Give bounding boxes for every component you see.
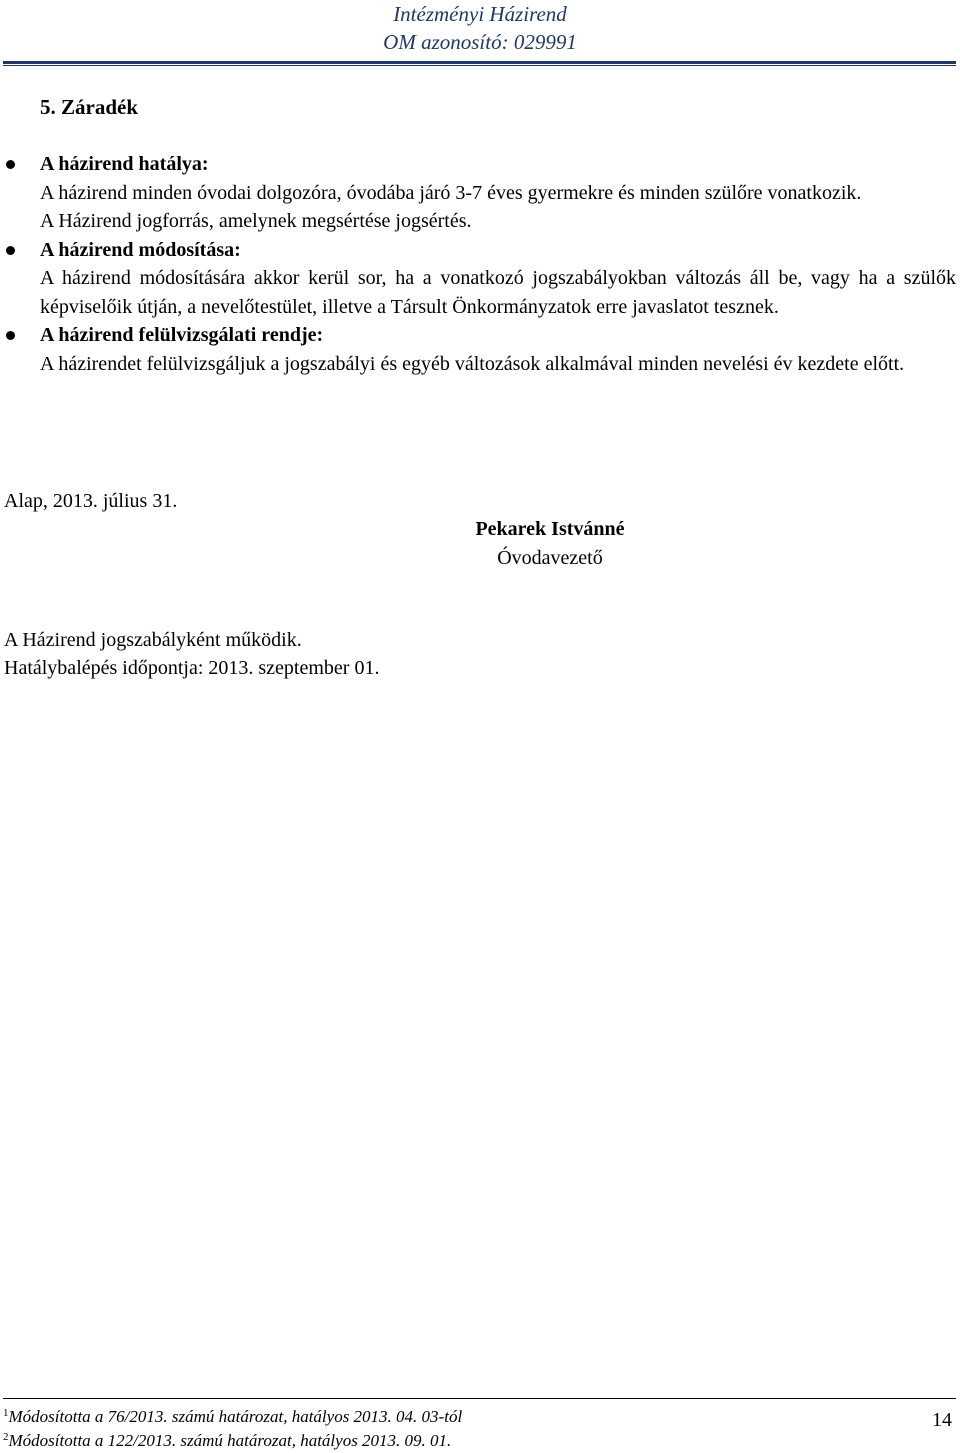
legal-status-note: A Házirend jogszabályként működik. xyxy=(4,629,302,651)
list-item-text: A házirend minden óvodai dolgozóra, óvodába járó 3-7 éves gyermekre és minden szülőre vonatkozik. xyxy=(40,181,862,204)
signer-role: Óvodavezető xyxy=(497,546,603,569)
place-and-date: Alap, 2013. július 31. xyxy=(4,490,178,512)
footnote-divider xyxy=(3,1398,956,1399)
footnote xyxy=(3,1429,462,1453)
bullet-icon xyxy=(6,331,15,340)
footnotes xyxy=(3,1405,462,1453)
footnote xyxy=(3,1405,462,1429)
bullet-icon xyxy=(6,160,15,169)
footnote-mark: 1 xyxy=(3,1407,9,1419)
header-subtitle: OM azonosító: 029991 xyxy=(383,30,577,54)
signer-name: Pekarek Istvánné xyxy=(475,518,625,540)
list-item-title: A házirend hatálya: xyxy=(40,153,209,175)
effective-date: Hatálybalépés időpontja: 2013. szeptember 01. xyxy=(4,657,380,679)
footnote-text: Módosította a 122/2013. számú határozat, hatályos 2013. 09. 01. xyxy=(8,1431,452,1450)
signature-block xyxy=(360,515,740,572)
section-heading: 5. Záradék xyxy=(40,95,139,119)
list-item-review xyxy=(0,321,956,378)
list-item-text: A házirend módosítására akkor kerül sor, ha a vonatkozó jogszabályokban változás áll be, vagy ha a szülők képviselőik útján, a nevelőtestület, illetve a Társult Önkormányzatok erre javaslatot tesznek. xyxy=(40,267,956,318)
list-item-text: A Házirend jogforrás, amelynek megsértése jogsértés. xyxy=(40,210,472,232)
list-item-title: A házirend módosítása: xyxy=(40,238,241,261)
footnote-mark: 2 xyxy=(3,1431,9,1443)
bullet-icon xyxy=(6,246,15,255)
page-number: 14 xyxy=(932,1409,952,1431)
list-item-text: A házirendet felülvizsgáljuk a jogszabályi és egyéb változások alkalmával minden nevelési év kezdete előtt. xyxy=(40,352,905,375)
list-item-title: A házirend felülvizsgálati rendje: xyxy=(40,324,324,346)
list-item-amendment xyxy=(0,236,956,322)
header-divider xyxy=(3,61,956,66)
header-title: Intézményi Házirend xyxy=(393,2,567,26)
footnote-text: Módosította a 76/2013. számú határozat, hatályos 2013. 04. 03-tól xyxy=(8,1407,463,1426)
bullet-list xyxy=(0,150,956,378)
list-item-scope xyxy=(0,150,956,236)
